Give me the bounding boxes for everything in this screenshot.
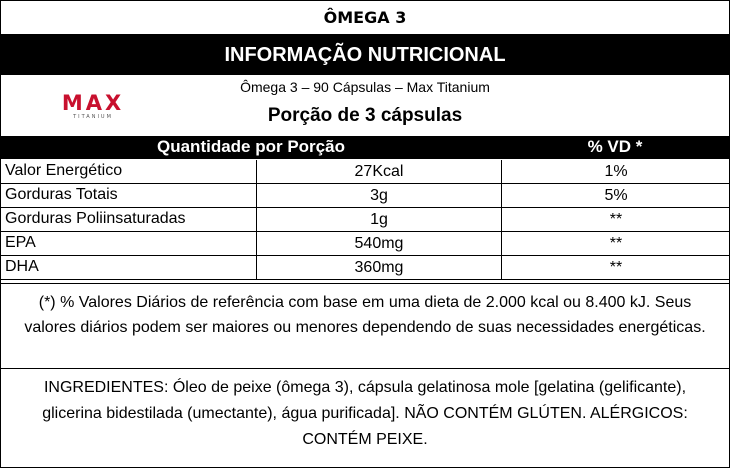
nutrient-name: Gorduras Totais bbox=[5, 186, 118, 203]
nutrient-amount: 540mg bbox=[256, 232, 501, 255]
ingredients-text: INGREDIENTES: Óleo de peixe (ômega 3), cápsula gelatinosa mole [gelatina (gelificante), glicerina bidestilada (umectante), água purificada]. NÃO CONTÉM GLÚTEN. ALÉRGICOS: CONTÉM PEIXE. bbox=[42, 379, 688, 448]
table-header bbox=[1, 136, 729, 159]
nutrient-vd: 5% bbox=[501, 184, 730, 207]
nutrient-amount: 3g bbox=[256, 184, 501, 207]
section-title: INFORMAÇÃO NUTRICIONAL bbox=[1, 35, 729, 75]
nutrient-name: Gorduras Poliinsaturadas bbox=[5, 210, 186, 227]
portion-size: Porção de 3 cápsulas bbox=[267, 105, 463, 126]
table-row bbox=[1, 208, 729, 232]
nutrient-amount: 27Kcal bbox=[256, 160, 501, 183]
product-line: Ômega 3 – 90 Cápsulas – Max Titanium bbox=[240, 79, 490, 95]
column-header-quantity: Quantidade por Porção bbox=[157, 137, 345, 156]
nutrient-vd: ** bbox=[501, 232, 730, 255]
logo-subtext: TITANIUM bbox=[73, 114, 113, 120]
logo-text: MAX bbox=[61, 91, 125, 115]
nutrient-name: DHA bbox=[5, 258, 39, 275]
nutrient-name: Valor Energético bbox=[5, 162, 123, 179]
nutrient-vd: ** bbox=[501, 256, 730, 279]
product-title: ÔMEGA 3 bbox=[1, 1, 729, 35]
table-row bbox=[1, 184, 729, 208]
column-header-vd: % VD * bbox=[587, 137, 643, 156]
nutrient-amount: 360mg bbox=[256, 256, 501, 279]
table-row bbox=[1, 160, 729, 184]
nutrient-vd: ** bbox=[501, 208, 730, 231]
nutrient-amount: 1g bbox=[256, 208, 501, 231]
daily-value-footnote: (*) % Valores Diários de referência com base em uma dieta de 2.000 kcal ou 8.400 kJ. Seus valores diários podem ser maiores ou menores dependendo de suas necessidades energéticas. bbox=[1, 283, 729, 369]
nutrition-table bbox=[1, 160, 729, 280]
nutrient-name: EPA bbox=[5, 234, 36, 251]
table-row bbox=[1, 232, 729, 256]
nutrient-vd: 1% bbox=[501, 160, 730, 183]
table-row bbox=[1, 256, 729, 280]
